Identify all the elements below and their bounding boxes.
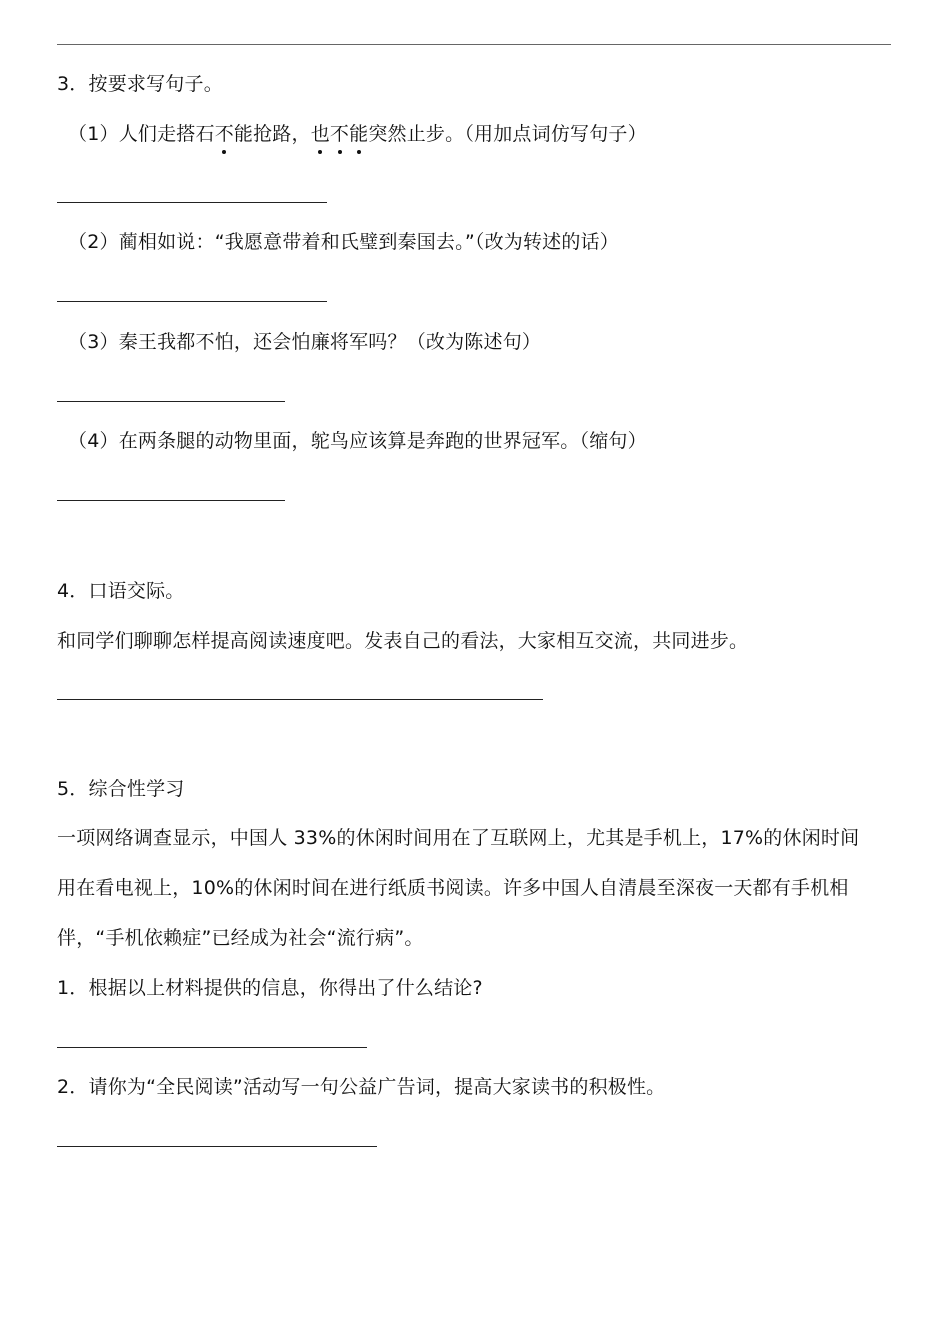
q4-title: 4．口语交际。 [57,580,185,602]
q3-item3: （3）秦王我都不怕，还会怕廉将军吗？（改为陈述句） [68,331,542,353]
emphasis-dot-char: 能 [349,123,369,145]
emphasis-dot-char: 不 [329,123,350,145]
q5-paragraph-line2: 用在看电视上，10%的休闲时间在进行纸质书阅读。许多中国人自清晨至深夜一天都有手机相 [57,877,849,899]
q5-paragraph-line1: 一项网络调查显示，中国人 33%的休闲时间用在了互联网上，尤其是手机上，17%的休闲时间 [57,827,860,849]
answer-line-q3-1[interactable] [57,202,327,203]
header-rule [57,44,891,45]
q3-item1-tail: 突然止步。（用加点词仿写句子） [368,123,647,145]
emphasis-dot-char: 也 [310,123,330,145]
q4-prompt: 和同学们聊聊怎样提高阅读速度吧。发表自己的看法，大家相互交流，共同进步。 [57,630,749,652]
q3-item1-mid: 能抢路， [233,123,311,145]
emphasis-dot-char: 不 [214,123,234,145]
answer-line-q4[interactable] [57,699,543,700]
q3-title: 3．按要求写句子。 [57,73,223,95]
answer-line-q3-4[interactable] [57,500,285,501]
answer-line-q3-2[interactable] [57,301,327,302]
q3-item4: （4）在两条腿的动物里面，鸵鸟应该算是奔跑的世界冠军。（缩句） [68,430,647,452]
answer-line-q5-1[interactable] [57,1047,367,1048]
answer-line-q3-3[interactable] [57,401,285,402]
q5-title: 5．综合性学习 [57,778,185,800]
answer-line-q5-2[interactable] [57,1146,377,1147]
q3-item2: （2）蔺相如说：“我愿意带着和氏璧到秦国去。”（改为转述的话） [68,231,619,253]
q3-item1-lead: （1）人们走搭石 [68,123,215,145]
q5-sub2: 2．请你为“全民阅读”活动写一句公益广告词，提高大家读书的积极性。 [57,1076,666,1098]
q5-paragraph-line3: 伴，“手机依赖症”已经成为社会“流行病”。 [57,927,424,949]
q3-item1 [68,121,647,147]
q5-sub1: 1．根据以上材料提供的信息，你得出了什么结论? [57,977,483,999]
